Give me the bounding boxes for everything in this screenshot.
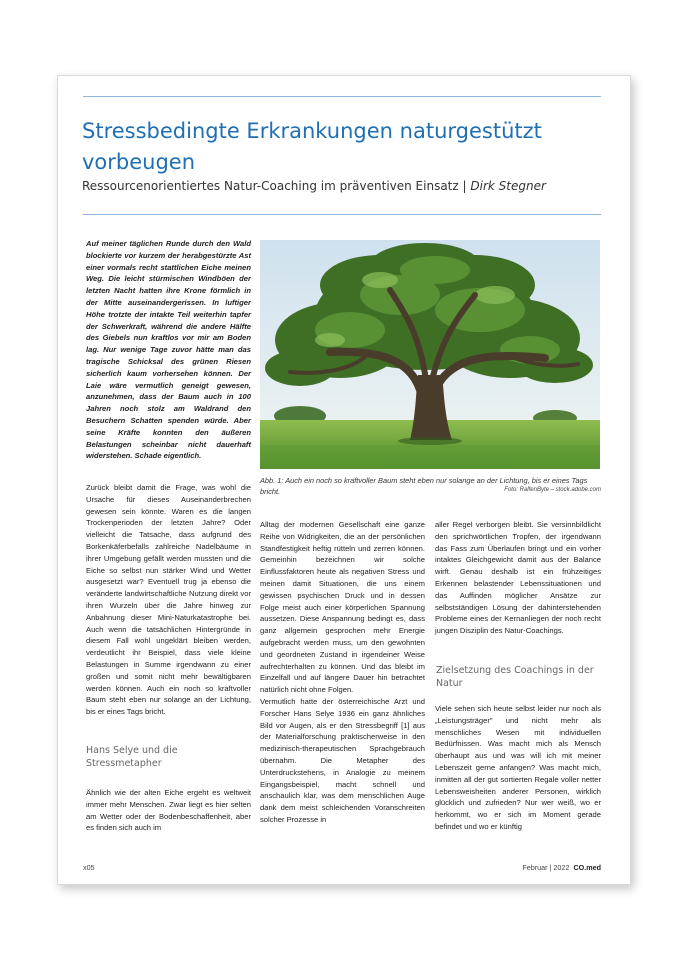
header-rule: [83, 214, 601, 215]
article-subtitle: [82, 179, 612, 193]
body-column-3-continued: [435, 703, 601, 833]
magazine-page: [57, 75, 631, 885]
magazine-brand: CO.med: [573, 863, 601, 872]
body-paragraph: Ähnlich wie der alten Eiche ergeht es weltweit immer mehr Menschen. Zwar liegt es hier selten am Wetter oder der Bodenbeschaffenheit, aber es finden sich auch im: [86, 788, 251, 833]
lead-paragraph: Auf meiner täglichen Runde durch den Wald blockierte vor kurzem der herabgestürzte Ast einer vormals recht stattlichen Eiche meinen Weg. Die leicht stürmischen Windböen der letzten Nacht hatten ihre Krone förmlich in der Mitte auseinandergerissen. In luftiger Höhe trotzte der intakte Teil weiterhin tapfer der Schwerkraft, während die andere Hälfte des Giebels nun kraftlos vor mir am Boden lag. Nur wenige Tage zuvor hätte man das tragische Schicksal des grünen Riesen sicherlich kaum vorhersehen können. Der Laie wäre vermutlich geneigt gewesen, anzunehmen, dass der Baum auch in 100 Jahren noch stolz am Waldrand den Besuchern Schatten spenden würde. Aber seine Kräfte konnten den äußeren Belastungen scheinbar nicht dauerhaft widerstehen. Schade eigentlich.: [86, 239, 251, 461]
figure-caption: Abb. 1: Auch ein noch so kraftvoller Baum steht eben nur solange an der Lichtung, bis er eines Tags bricht.: [260, 476, 588, 496]
subheading-zielsetzung: Zielsetzung des Coachings in der Natur: [436, 665, 594, 689]
body-paragraph: Alltag der modernen Gesellschaft eine ganze Reihe von Widrigkeiten, die an der persönlichen Standfestigkeit heftig rütteln und zerren können. Gemeinhin bezeichnen wir solche Einflussfaktoren heute als negativen Stress und meinen damit Situationen, die uns einem gewissen psychischen Druck und in dessen Folge meist auch einer körperlichen Spannung aussetzen. Diese Anspannung bedingt es, dass ganz allgemein gesprochen mehr Energie aufgebracht werden muss, um den gewohnten und geordneten Zustand in irgendeiner Weise aufrechterhalten zu können. Und das bleibt im Einzelfall und auf längere Dauer hin betrachtet natürlich nicht ohne Folgen.: [260, 520, 425, 695]
author-name: Dirk Stegner: [470, 179, 546, 193]
issue-date: Februar | 2022: [522, 863, 570, 872]
body-paragraph: Viele sehen sich heute selbst leider nur noch als „Leistungsträger" und nicht mehr als menschliches Wesen mit individuellen Bedürfnissen. Was macht mich als Mensch überhaupt aus und was will ich mit meiner Lebenszeit gerne anfangen? Was macht mich, inmitten all der gut sortierten Regale voller netter Lebensweisheiten anderer Personen, wirklich glücklich und zufrieden? Nur wer weiß, wo er herkommt, wo er sich im Moment gerade befindet und wo er künftig: [435, 704, 601, 831]
body-paragraph: Vermutlich hatte der österreichische Arzt und Forscher Hans Selye 1936 ein ganz ähnliches Bild vor Augen, als er den Stressbegriff [1] aus der Materialforschung praktischerweise in den medizinisch-therapeutischen Sprachgebrauch übernahm. Die Metapher des Unterdruckstehens, in Analogie zu meinem Eingangsbeispiel, macht schnell und anschaulich klar, was dem menschlichen Auge dank dem meist schleichenden Voranschreiten solcher Prozesse in: [260, 696, 425, 824]
footer-issue: [522, 863, 601, 872]
page-number: x05: [83, 863, 95, 872]
top-rule: [83, 96, 601, 97]
subheading-hans-selye: Hans Selye und die Stressmetapher: [86, 745, 178, 769]
photo-credit: Foto: RalfenByte – stock.adobe.com: [504, 487, 601, 493]
subtitle-text: Ressourcenorientiertes Natur-Coaching im präventiven Einsatz |: [82, 179, 467, 193]
body-column-1: [86, 482, 251, 718]
body-paragraph: aller Regel verborgen bleibt. Sie versinnbildlicht den sprichwörtlichen Tropfen, der irgendwann das Fass zum Überlaufen bringt und ein vorher intaktes Gleichgewicht damit aus der Balance wirft. Genau deshalb ist ein frühzeitiges Erkennen belastender Lebenssituationen und das Auffinden möglicher Ansätze zur selbstständigen Lösung der dahinterstehenden Probleme eines der Kernanliegen der noch recht jungen Disziplin des Natur-Coachings.: [435, 520, 601, 636]
body-paragraph: Zurück bleibt damit die Frage, was wohl die Ursache für dieses Auseinanderbrechen gewesen sein könnte. Waren es die langen Trockenperioden der letzten Jahre? Oder vielleicht die Tatsache, dass aufgrund des Borkenkäferbefalls zahlreiche Nadelbäume in ihrer Umgebung gefällt werden mussten und die Eiche so selbst nun stärker Wind und Wetter ausgesetzt war? Eventuell trug ja ebenso die veränderte landwirtschaftliche Nutzung direkt vor ihren Wurzeln über die Jahre hinweg zur Anbahnung dieser Mini-Naturkatastrophe bei. Auch wenn die tatsächlichen Hintergründe in diesem Fall wohl ungeklärt bleiben werden, verdeutlicht ihr Beispiel, dass viele kleine Belastungen in Summe irgendwann zu einer großen und somit nicht mehr bewältigbaren werden können. Auch ein noch so kraftvoller Baum steht eben nur solange an der Lichtung, bis er eines Tags bricht.: [86, 483, 251, 717]
oak-tree-photo: [260, 240, 600, 469]
article-title: Stressbedingte Erkrankungen naturgestützt vorbeugen: [82, 119, 542, 174]
body-column-2: [260, 519, 425, 826]
page-footer: [83, 863, 601, 877]
body-column-1-continued: [86, 787, 251, 834]
body-column-3: [435, 519, 601, 637]
